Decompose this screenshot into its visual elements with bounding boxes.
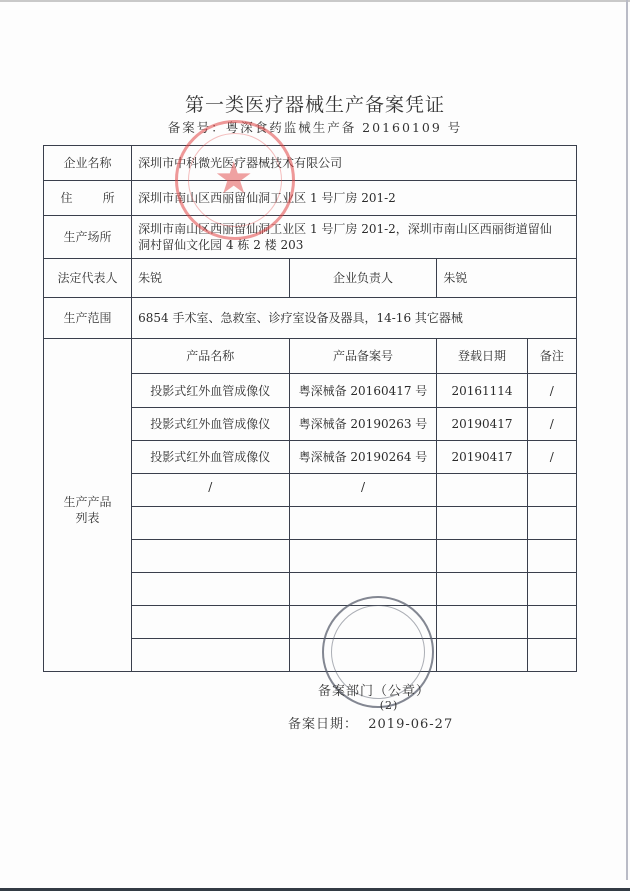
product-remarks <box>527 474 576 507</box>
person-in-charge-label: 企业负责人 <box>289 259 437 298</box>
page-top-edge <box>0 0 630 2</box>
residence-label: 住 所 <box>44 181 132 216</box>
row-production-site <box>44 216 577 259</box>
scope-label: 生产范围 <box>44 298 132 339</box>
product-record-number <box>289 507 437 540</box>
product-date: 20190417 <box>437 408 527 441</box>
document-title: 第一类医疗器械生产备案凭证 <box>184 94 445 116</box>
product-name <box>132 540 289 573</box>
product-record-number: 粤深械备 20160417 号 <box>289 374 437 408</box>
stamp-number: (2) <box>379 699 399 712</box>
scope-value: 6854 手术室、急救室、诊疗室设备及器具，14-16 其它器械 <box>132 298 577 339</box>
header-remarks: 备注 <box>527 339 576 374</box>
product-record-number <box>289 639 437 672</box>
product-record-number <box>289 573 437 606</box>
product-remarks <box>527 606 576 639</box>
product-date: 20190417 <box>437 441 527 474</box>
product-list-label <box>44 339 132 672</box>
record-number: 备案号：粤深食药监械生产备 20160109 号 <box>167 120 463 135</box>
product-name: 投影式红外血管成像仪 <box>132 374 289 408</box>
product-name: 投影式红外血管成像仪 <box>132 441 289 474</box>
product-remarks <box>527 507 576 540</box>
product-record-number: 粤深械备 20190264 号 <box>289 441 437 474</box>
row-scope <box>44 298 577 339</box>
product-remarks: / <box>527 441 576 474</box>
product-record-number <box>289 606 437 639</box>
product-list-label-line2: 列表 <box>75 511 100 525</box>
product-date <box>437 507 527 540</box>
product-record-number: 粤深械备 20190263 号 <box>289 408 437 441</box>
product-list-label-line1: 生产产品 <box>63 495 112 509</box>
product-header-row <box>44 339 577 374</box>
legal-rep-label: 法定代表人 <box>44 259 132 298</box>
production-site-line1: 深圳市南山区西丽留仙洞工业区 1 号厂房 201-2，深圳市南山区西丽街道留仙 <box>138 222 552 236</box>
company-name-label: 企业名称 <box>44 146 132 181</box>
product-date <box>437 639 527 672</box>
certificate-table <box>43 145 577 672</box>
product-remarks <box>527 639 576 672</box>
product-record-number <box>289 540 437 573</box>
product-remarks <box>527 540 576 573</box>
company-name-value: 深圳市中科微光医疗器械技术有限公司 <box>132 146 577 181</box>
production-site-value <box>132 216 577 259</box>
product-name <box>132 507 289 540</box>
header-product-name: 产品名称 <box>132 339 289 374</box>
product-date <box>437 474 527 507</box>
filing-date: 备案日期： 2019-06-27 <box>288 717 454 732</box>
product-name <box>132 606 289 639</box>
product-name <box>132 573 289 606</box>
product-remarks: / <box>527 374 576 408</box>
production-site-label: 生产场所 <box>44 216 132 259</box>
product-remarks: / <box>527 408 576 441</box>
filing-department <box>318 680 430 712</box>
row-residence <box>44 181 577 216</box>
product-date <box>437 573 527 606</box>
product-date <box>437 540 527 573</box>
header-record-number: 产品备案号 <box>289 339 437 374</box>
row-company-name <box>44 146 577 181</box>
product-name: / <box>132 474 289 507</box>
star-icon: ★ <box>214 153 254 204</box>
person-in-charge-value: 朱锐 <box>437 259 577 298</box>
production-site-line2: 洞村留仙文化园 4 栋 2 楼 203 <box>138 238 304 252</box>
product-date: 20161114 <box>437 374 527 408</box>
product-name: 投影式红外血管成像仪 <box>132 408 289 441</box>
residence-value: 深圳市南山区西丽留仙洞工业区 1 号厂房 201-2 <box>132 181 577 216</box>
product-date <box>437 606 527 639</box>
legal-rep-value: 朱锐 <box>132 259 289 298</box>
product-record-number: / <box>289 474 437 507</box>
header-publish-date: 登载日期 <box>437 339 527 374</box>
row-legal-rep <box>44 259 577 298</box>
filing-department-label: 备案部门（公章） <box>318 684 431 699</box>
product-name <box>132 639 289 672</box>
product-remarks <box>527 573 576 606</box>
